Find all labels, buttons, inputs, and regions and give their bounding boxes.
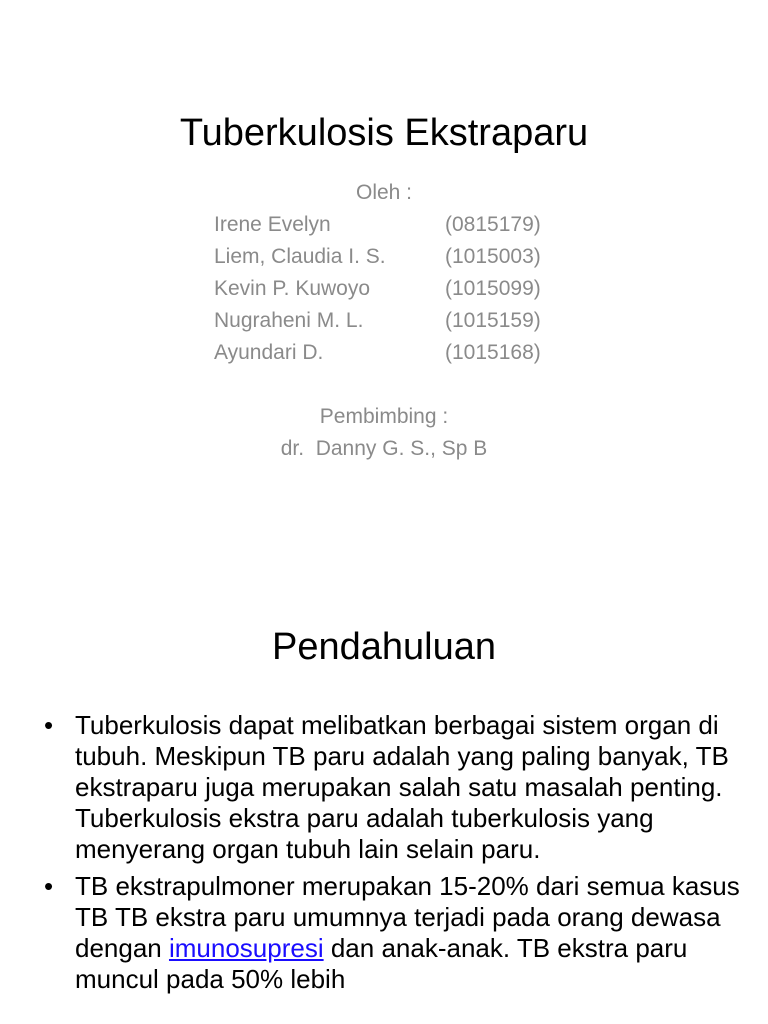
oleh-label: Oleh : bbox=[355, 181, 413, 204]
author-id: (1015159) bbox=[445, 309, 541, 332]
author-id: (1015168) bbox=[445, 341, 541, 364]
bullet-list bbox=[44, 710, 754, 1001]
bullet-item bbox=[44, 710, 754, 865]
slide-pendahuluan bbox=[0, 576, 768, 1024]
author-row bbox=[214, 338, 541, 370]
author-name: Kevin P. Kuwoyo bbox=[214, 277, 371, 300]
slide-title-heading: Tuberkulosis Ekstraparu bbox=[179, 112, 589, 154]
author-id: (0815179) bbox=[445, 213, 541, 236]
pembimbing-label: Pembimbing : bbox=[319, 405, 449, 428]
author-id: (1015099) bbox=[445, 277, 541, 300]
author-name: Ayundari D. bbox=[214, 341, 324, 364]
slide-heading: Pendahuluan bbox=[272, 626, 496, 668]
imunosupresi-link[interactable]: imunosupresi bbox=[168, 933, 324, 963]
bullet-symbol: • bbox=[44, 710, 54, 740]
author-name: Nugraheni M. L. bbox=[214, 309, 364, 332]
author-list bbox=[214, 210, 541, 370]
author-name: Irene Evelyn bbox=[214, 213, 331, 236]
author-row bbox=[214, 242, 541, 274]
pembimbing-name: dr. Danny G. S., Sp B bbox=[280, 437, 488, 460]
author-row bbox=[214, 274, 541, 306]
bullet-text: dan anak-anak. TB ekstra paru muncul pada 50% lebih bbox=[75, 933, 688, 994]
author-row bbox=[214, 306, 541, 338]
bullet-text: Tuberkulosis dapat melibatkan berbagai sistem organ di tubuh. Meskipun TB paru adalah yang paling banyak, TB ekstraparu juga merupakan salah satu masalah penting. Tuberkulosis ekstra paru adalah tuberkulosis yang menyerang organ tubuh lain selain paru. bbox=[75, 710, 729, 864]
bullet-item bbox=[44, 871, 754, 995]
author-row bbox=[214, 210, 541, 242]
author-id: (1015003) bbox=[445, 245, 541, 268]
author-name: Liem, Claudia I. S. bbox=[214, 245, 386, 268]
bullet-text: TB ekstrapulmoner merupakan 15-20% dari semua kasus TB TB ekstra paru umumnya terjadi pada orang dewasa dengan bbox=[75, 871, 740, 963]
bullet-symbol: • bbox=[44, 871, 54, 901]
